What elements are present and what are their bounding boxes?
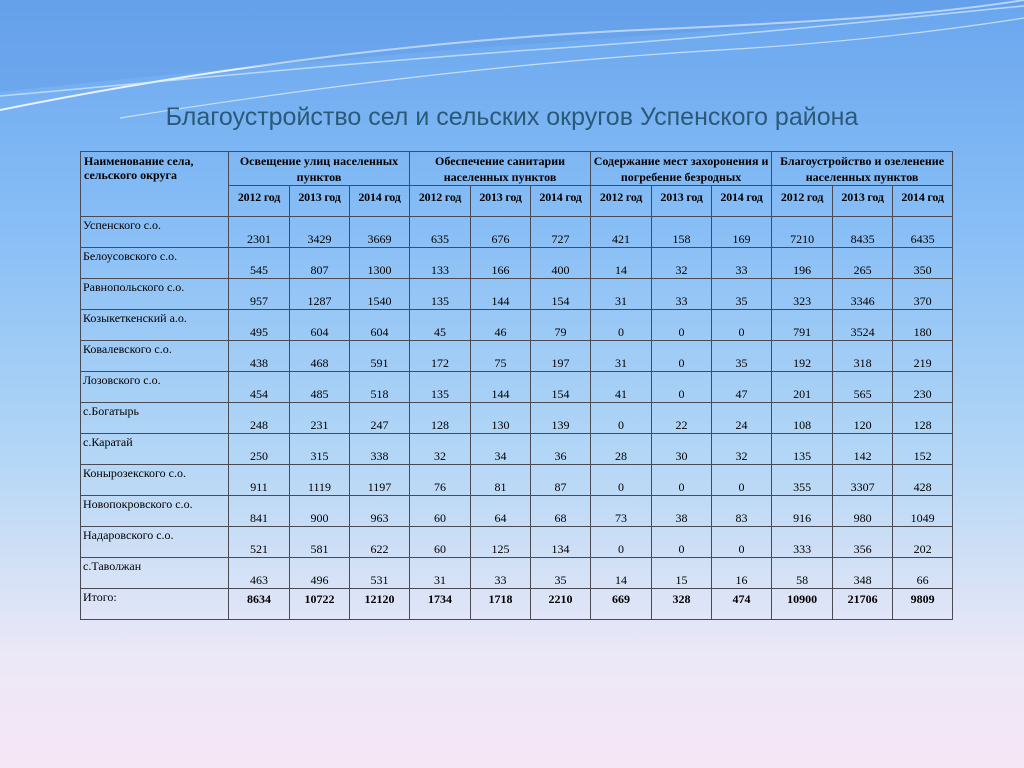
value-cell: 247 bbox=[350, 403, 410, 434]
year-header: 2014 год bbox=[350, 186, 410, 217]
locality-name: Белоусовского с.о. bbox=[81, 248, 229, 279]
value-cell: 144 bbox=[471, 279, 531, 310]
year-header: 2014 год bbox=[893, 186, 953, 217]
value-cell: 120 bbox=[833, 403, 893, 434]
value-cell: 1197 bbox=[350, 465, 410, 496]
value-cell: 139 bbox=[531, 403, 591, 434]
value-cell: 196 bbox=[772, 248, 833, 279]
value-cell: 158 bbox=[652, 217, 712, 248]
locality-name: Равнопольского с.о. bbox=[81, 279, 229, 310]
data-table bbox=[80, 151, 953, 620]
table-row bbox=[81, 341, 953, 372]
value-cell: 33 bbox=[652, 279, 712, 310]
value-cell: 0 bbox=[652, 310, 712, 341]
value-cell: 916 bbox=[772, 496, 833, 527]
value-cell: 35 bbox=[531, 558, 591, 589]
value-cell: 202 bbox=[893, 527, 953, 558]
locality-name: с.Богатырь bbox=[81, 403, 229, 434]
year-header: 2013 год bbox=[290, 186, 350, 217]
locality-name: Успенского с.о. bbox=[81, 217, 229, 248]
total-cell: 10722 bbox=[290, 589, 350, 620]
value-cell: 348 bbox=[833, 558, 893, 589]
value-cell: 45 bbox=[410, 310, 471, 341]
value-cell: 1540 bbox=[350, 279, 410, 310]
group-header-lighting: Освещение улиц населенных пунктов bbox=[229, 152, 410, 186]
value-cell: 14 bbox=[591, 558, 652, 589]
value-cell: 604 bbox=[290, 310, 350, 341]
value-cell: 2301 bbox=[229, 217, 290, 248]
value-cell: 0 bbox=[591, 527, 652, 558]
table-row bbox=[81, 527, 953, 558]
value-cell: 144 bbox=[471, 372, 531, 403]
value-cell: 33 bbox=[712, 248, 772, 279]
value-cell: 0 bbox=[712, 465, 772, 496]
value-cell: 841 bbox=[229, 496, 290, 527]
value-cell: 900 bbox=[290, 496, 350, 527]
locality-name: Новопокровского с.о. bbox=[81, 496, 229, 527]
value-cell: 3429 bbox=[290, 217, 350, 248]
value-cell: 0 bbox=[712, 310, 772, 341]
value-cell: 201 bbox=[772, 372, 833, 403]
value-cell: 545 bbox=[229, 248, 290, 279]
value-cell: 192 bbox=[772, 341, 833, 372]
value-cell: 911 bbox=[229, 465, 290, 496]
value-cell: 169 bbox=[712, 217, 772, 248]
value-cell: 581 bbox=[290, 527, 350, 558]
value-cell: 318 bbox=[833, 341, 893, 372]
value-cell: 676 bbox=[471, 217, 531, 248]
value-cell: 8435 bbox=[833, 217, 893, 248]
value-cell: 0 bbox=[652, 341, 712, 372]
year-header: 2012 год bbox=[772, 186, 833, 217]
value-cell: 496 bbox=[290, 558, 350, 589]
value-cell: 79 bbox=[531, 310, 591, 341]
value-cell: 438 bbox=[229, 341, 290, 372]
value-cell: 355 bbox=[772, 465, 833, 496]
value-cell: 0 bbox=[652, 527, 712, 558]
locality-name: Надаровского с.о. bbox=[81, 527, 229, 558]
year-header: 2014 год bbox=[712, 186, 772, 217]
year-header: 2012 год bbox=[229, 186, 290, 217]
value-cell: 108 bbox=[772, 403, 833, 434]
value-cell: 265 bbox=[833, 248, 893, 279]
total-cell: 669 bbox=[591, 589, 652, 620]
total-cell: 9809 bbox=[893, 589, 953, 620]
year-header: 2013 год bbox=[471, 186, 531, 217]
value-cell: 60 bbox=[410, 496, 471, 527]
value-cell: 154 bbox=[531, 279, 591, 310]
total-label: Итого: bbox=[81, 589, 229, 620]
value-cell: 64 bbox=[471, 496, 531, 527]
value-cell: 791 bbox=[772, 310, 833, 341]
value-cell: 250 bbox=[229, 434, 290, 465]
value-cell: 0 bbox=[591, 310, 652, 341]
value-cell: 963 bbox=[350, 496, 410, 527]
value-cell: 22 bbox=[652, 403, 712, 434]
total-row bbox=[81, 589, 953, 620]
total-cell: 1734 bbox=[410, 589, 471, 620]
value-cell: 134 bbox=[531, 527, 591, 558]
value-cell: 24 bbox=[712, 403, 772, 434]
year-header: 2013 год bbox=[652, 186, 712, 217]
value-cell: 36 bbox=[531, 434, 591, 465]
value-cell: 957 bbox=[229, 279, 290, 310]
value-cell: 231 bbox=[290, 403, 350, 434]
value-cell: 58 bbox=[772, 558, 833, 589]
value-cell: 31 bbox=[591, 279, 652, 310]
value-cell: 3346 bbox=[833, 279, 893, 310]
value-cell: 128 bbox=[410, 403, 471, 434]
table-row bbox=[81, 403, 953, 434]
total-cell: 328 bbox=[652, 589, 712, 620]
value-cell: 0 bbox=[591, 465, 652, 496]
value-cell: 338 bbox=[350, 434, 410, 465]
value-cell: 3307 bbox=[833, 465, 893, 496]
value-cell: 60 bbox=[410, 527, 471, 558]
value-cell: 1287 bbox=[290, 279, 350, 310]
value-cell: 333 bbox=[772, 527, 833, 558]
value-cell: 230 bbox=[893, 372, 953, 403]
value-cell: 130 bbox=[471, 403, 531, 434]
value-cell: 35 bbox=[712, 279, 772, 310]
value-cell: 485 bbox=[290, 372, 350, 403]
value-cell: 980 bbox=[833, 496, 893, 527]
value-cell: 197 bbox=[531, 341, 591, 372]
year-header: 2012 год bbox=[410, 186, 471, 217]
value-cell: 35 bbox=[712, 341, 772, 372]
year-header: 2012 год bbox=[591, 186, 652, 217]
value-cell: 521 bbox=[229, 527, 290, 558]
value-cell: 31 bbox=[591, 341, 652, 372]
value-cell: 1119 bbox=[290, 465, 350, 496]
value-cell: 356 bbox=[833, 527, 893, 558]
table-row bbox=[81, 217, 953, 248]
value-cell: 15 bbox=[652, 558, 712, 589]
value-cell: 32 bbox=[712, 434, 772, 465]
table-row bbox=[81, 248, 953, 279]
value-cell: 152 bbox=[893, 434, 953, 465]
value-cell: 133 bbox=[410, 248, 471, 279]
value-cell: 30 bbox=[652, 434, 712, 465]
value-cell: 3669 bbox=[350, 217, 410, 248]
name-column-header: Наименование села, сельского округа bbox=[81, 152, 229, 217]
value-cell: 3524 bbox=[833, 310, 893, 341]
group-header-landscaping: Благоустройство и озеленение населенных пунктов bbox=[772, 152, 953, 186]
value-cell: 219 bbox=[893, 341, 953, 372]
value-cell: 68 bbox=[531, 496, 591, 527]
value-cell: 323 bbox=[772, 279, 833, 310]
value-cell: 565 bbox=[833, 372, 893, 403]
value-cell: 135 bbox=[410, 372, 471, 403]
value-cell: 38 bbox=[652, 496, 712, 527]
value-cell: 135 bbox=[772, 434, 833, 465]
total-cell: 1718 bbox=[471, 589, 531, 620]
group-header-sanitation: Обеспечение санитарии населенных пунктов bbox=[410, 152, 591, 186]
value-cell: 180 bbox=[893, 310, 953, 341]
value-cell: 421 bbox=[591, 217, 652, 248]
total-cell: 474 bbox=[712, 589, 772, 620]
value-cell: 495 bbox=[229, 310, 290, 341]
value-cell: 468 bbox=[290, 341, 350, 372]
value-cell: 6435 bbox=[893, 217, 953, 248]
value-cell: 41 bbox=[591, 372, 652, 403]
year-header: 2014 год bbox=[531, 186, 591, 217]
value-cell: 34 bbox=[471, 434, 531, 465]
value-cell: 807 bbox=[290, 248, 350, 279]
locality-name: Лозовского с.о. bbox=[81, 372, 229, 403]
value-cell: 1049 bbox=[893, 496, 953, 527]
value-cell: 28 bbox=[591, 434, 652, 465]
value-cell: 172 bbox=[410, 341, 471, 372]
value-cell: 400 bbox=[531, 248, 591, 279]
value-cell: 604 bbox=[350, 310, 410, 341]
value-cell: 622 bbox=[350, 527, 410, 558]
locality-name: Конырозекского с.о. bbox=[81, 465, 229, 496]
value-cell: 46 bbox=[471, 310, 531, 341]
value-cell: 1300 bbox=[350, 248, 410, 279]
value-cell: 66 bbox=[893, 558, 953, 589]
value-cell: 0 bbox=[652, 465, 712, 496]
table-row bbox=[81, 434, 953, 465]
total-cell: 21706 bbox=[833, 589, 893, 620]
value-cell: 87 bbox=[531, 465, 591, 496]
table-row bbox=[81, 558, 953, 589]
locality-name: с.Каратай bbox=[81, 434, 229, 465]
value-cell: 635 bbox=[410, 217, 471, 248]
value-cell: 75 bbox=[471, 341, 531, 372]
value-cell: 727 bbox=[531, 217, 591, 248]
value-cell: 518 bbox=[350, 372, 410, 403]
value-cell: 454 bbox=[229, 372, 290, 403]
total-cell: 2210 bbox=[531, 589, 591, 620]
locality-name: Козыкеткенский а.о. bbox=[81, 310, 229, 341]
value-cell: 32 bbox=[410, 434, 471, 465]
table-row bbox=[81, 310, 953, 341]
value-cell: 315 bbox=[290, 434, 350, 465]
value-cell: 166 bbox=[471, 248, 531, 279]
table-row bbox=[81, 279, 953, 310]
value-cell: 47 bbox=[712, 372, 772, 403]
value-cell: 33 bbox=[471, 558, 531, 589]
value-cell: 31 bbox=[410, 558, 471, 589]
table-row bbox=[81, 465, 953, 496]
table-row bbox=[81, 372, 953, 403]
value-cell: 73 bbox=[591, 496, 652, 527]
value-cell: 0 bbox=[591, 403, 652, 434]
value-cell: 76 bbox=[410, 465, 471, 496]
value-cell: 154 bbox=[531, 372, 591, 403]
value-cell: 14 bbox=[591, 248, 652, 279]
group-header-row bbox=[81, 152, 953, 186]
value-cell: 142 bbox=[833, 434, 893, 465]
value-cell: 248 bbox=[229, 403, 290, 434]
total-cell: 10900 bbox=[772, 589, 833, 620]
value-cell: 428 bbox=[893, 465, 953, 496]
value-cell: 32 bbox=[652, 248, 712, 279]
total-cell: 12120 bbox=[350, 589, 410, 620]
table-body bbox=[81, 217, 953, 620]
value-cell: 83 bbox=[712, 496, 772, 527]
value-cell: 0 bbox=[652, 372, 712, 403]
value-cell: 350 bbox=[893, 248, 953, 279]
value-cell: 16 bbox=[712, 558, 772, 589]
value-cell: 591 bbox=[350, 341, 410, 372]
total-cell: 8634 bbox=[229, 589, 290, 620]
slide-title: Благоустройство сел и сельских округов Успенского района bbox=[165, 103, 859, 131]
value-cell: 125 bbox=[471, 527, 531, 558]
table-row bbox=[81, 496, 953, 527]
value-cell: 135 bbox=[410, 279, 471, 310]
value-cell: 370 bbox=[893, 279, 953, 310]
value-cell: 531 bbox=[350, 558, 410, 589]
locality-name: с.Таволжан bbox=[81, 558, 229, 589]
year-header: 2013 год bbox=[833, 186, 893, 217]
value-cell: 7210 bbox=[772, 217, 833, 248]
group-header-burial: Содержание мест захоронения и погребение безродных bbox=[591, 152, 772, 186]
value-cell: 463 bbox=[229, 558, 290, 589]
value-cell: 128 bbox=[893, 403, 953, 434]
value-cell: 0 bbox=[712, 527, 772, 558]
locality-name: Ковалевского с.о. bbox=[81, 341, 229, 372]
value-cell: 81 bbox=[471, 465, 531, 496]
